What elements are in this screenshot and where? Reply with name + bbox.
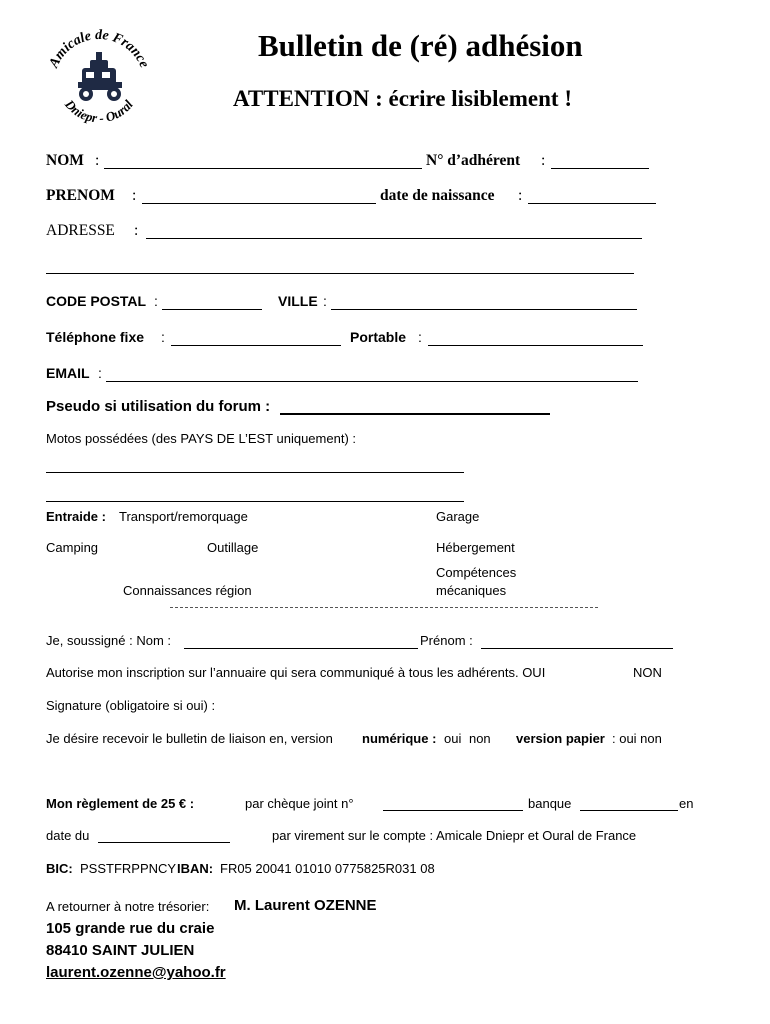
bulletin-papier-label: version papier — [516, 731, 605, 746]
svg-text:Amicale de France: Amicale de France — [46, 27, 152, 71]
adresse-field-line-2[interactable] — [46, 273, 634, 274]
entraide-label: Entraide : — [46, 509, 106, 524]
cheque-number-field[interactable] — [383, 810, 523, 811]
virement-text: par virement sur le compte : Amicale Dniepr et Oural de France — [272, 828, 637, 843]
adherent-field[interactable] — [551, 168, 649, 169]
colon: : — [323, 293, 327, 309]
bulletin-papier-choice[interactable]: : oui non — [612, 731, 662, 746]
prenom-field[interactable] — [142, 203, 376, 204]
cheque-label: par chèque joint n° — [245, 796, 354, 811]
colon: : — [161, 329, 165, 345]
banque-label: banque — [528, 796, 572, 811]
soussigne-nom-field[interactable] — [184, 648, 418, 649]
date-du-label: date du — [46, 828, 90, 843]
adresse-field[interactable] — [146, 238, 642, 239]
iban-label: IBAN: — [177, 861, 214, 876]
pseudo-label: Pseudo si utilisation du forum : — [46, 398, 271, 415]
autorise-text[interactable]: Autorise mon inscription sur l’annuaire qui sera communiqué à tous les adhérents. OUI — [46, 665, 546, 680]
soussigne-prenom-field[interactable] — [481, 648, 673, 649]
colon: : — [154, 293, 158, 309]
portable-field[interactable] — [428, 345, 643, 346]
portable-label: Portable — [350, 329, 407, 345]
bic-value: PSSTFRPPNCY — [80, 861, 177, 876]
bulletin-text: Je désire recevoir le bulletin de liaison en, version — [46, 731, 333, 746]
autorise-non[interactable]: NON — [633, 665, 662, 680]
entraide-connaissances[interactable]: Connaissances région — [123, 583, 252, 598]
entraide-transport[interactable]: Transport/remorquage — [119, 509, 248, 524]
treasurer-address-1: 105 grande rue du craie — [46, 920, 215, 937]
treasurer-address-2: 88410 SAINT JULIEN — [46, 942, 195, 959]
email-label: EMAIL — [46, 365, 90, 381]
nom-field[interactable] — [104, 168, 422, 169]
svg-text:Dniepr - Oural: Dniepr - Oural — [62, 96, 136, 126]
telephone-field[interactable] — [171, 345, 341, 346]
adherent-label: N° d’adhérent — [426, 152, 521, 169]
colon: : — [541, 152, 546, 169]
ville-field[interactable] — [331, 309, 637, 310]
banque-en: en — [679, 796, 694, 811]
treasurer-prefix: A retourner à notre trésorier: — [46, 899, 210, 914]
section-divider — [170, 607, 598, 608]
page-title: Bulletin de (ré) adhésion — [258, 28, 583, 63]
colon: : — [518, 187, 523, 204]
code-postal-label: CODE POSTAL — [46, 293, 147, 309]
banque-field[interactable] — [580, 810, 678, 811]
bic-label: BIC: — [46, 861, 73, 876]
prenom-label: PRENOM — [46, 187, 115, 204]
email-field[interactable] — [106, 381, 638, 382]
bulletin-numerique-label: numérique : — [362, 731, 437, 746]
entraide-camping[interactable]: Camping — [46, 540, 99, 555]
colon: : — [134, 222, 139, 239]
entraide-competences-line-1[interactable]: Compétences — [436, 565, 517, 580]
motos-field-line-2[interactable] — [46, 501, 464, 502]
soussigne-prenom-label: Prénom : — [420, 633, 473, 648]
pseudo-field[interactable] — [280, 413, 550, 415]
colon: : — [132, 187, 137, 204]
naissance-field[interactable] — [528, 203, 656, 204]
code-postal-field[interactable] — [162, 309, 262, 310]
date-du-field[interactable] — [98, 842, 230, 843]
adresse-label: ADRESSE — [46, 222, 115, 239]
entraide-garage[interactable]: Garage — [436, 509, 480, 524]
entraide-competences-line-2: mécaniques — [436, 583, 507, 598]
iban-value: FR05 20041 01010 0775825R031 08 — [220, 861, 435, 876]
page-subtitle: ATTENTION : écrire lisiblement ! — [233, 86, 572, 111]
treasurer-email-link[interactable]: laurent.ozenne@yahoo.fr — [46, 964, 226, 981]
treasurer-name: M. Laurent OZENNE — [234, 897, 377, 914]
colon: : — [95, 152, 100, 169]
motos-field-line-1[interactable] — [46, 472, 464, 473]
entraide-outillage[interactable]: Outillage — [207, 540, 259, 555]
association-logo — [38, 22, 160, 137]
nom-label: NOM — [46, 152, 84, 169]
entraide-hebergement[interactable]: Hébergement — [436, 540, 515, 555]
bulletin-numerique-choice[interactable]: oui non — [444, 731, 491, 746]
naissance-label: date de naissance — [380, 187, 495, 204]
motos-label: Motos possédées (des PAYS DE L’EST uniquement) : — [46, 431, 356, 446]
telephone-label: Téléphone fixe — [46, 329, 145, 345]
ville-label: VILLE — [278, 293, 318, 309]
colon: : — [418, 329, 422, 345]
colon: : — [98, 365, 102, 381]
reglement-label: Mon règlement de 25 € : — [46, 796, 195, 811]
soussigne-label: Je, soussigné : Nom : — [46, 633, 171, 648]
signature-label: Signature (obligatoire si oui) : — [46, 698, 216, 713]
